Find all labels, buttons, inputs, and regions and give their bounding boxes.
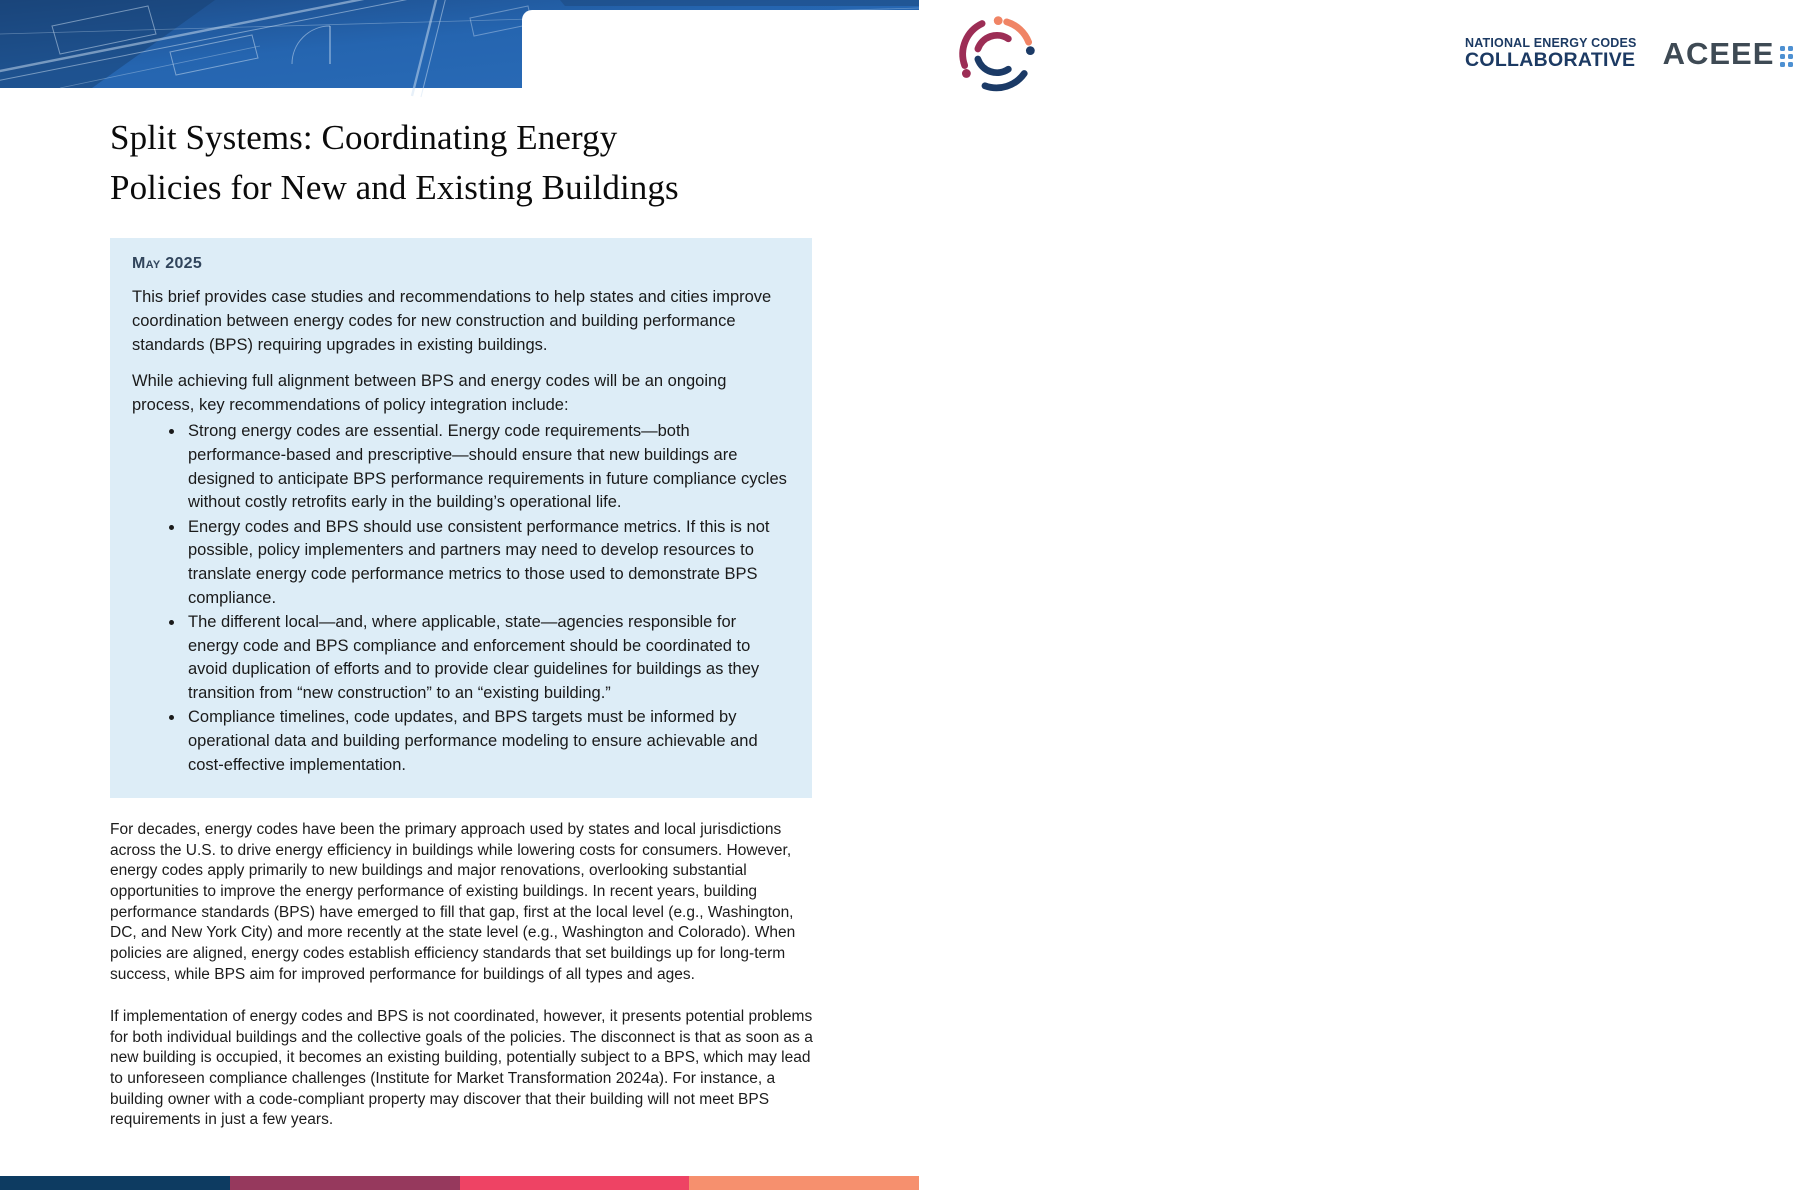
footer-bar-segment-pink [460,1176,690,1190]
publication-date: May 2025 [132,255,203,273]
recommendation-item: • Compliance timelines, code updates, and BPS targets must be informed by operational data and building performance modeling to ensure achievable and cost-effective implementation. [185,706,788,777]
aceee-dots-icon [1780,46,1793,67]
aceee-logo [1663,36,1793,72]
necc-logo-line2: COLLABORATIVE [1465,49,1636,72]
footer-bar-segment-maroon [230,1176,460,1190]
header-banner [0,0,1775,88]
body-text [110,820,812,1131]
footer-bar-segment-navy [0,1176,230,1190]
necc-logo-line1: NATIONAL ENERGY CODES [1465,36,1637,51]
page-title [110,113,812,212]
summary-callout-box [110,238,812,798]
document-content [0,88,919,1131]
necc-logo-text [1465,37,1637,71]
body-paragraph-2: If implementation of energy codes and BPS is not coordinated, however, it presents potential problems for both individual buildings and the collective goals of the policies. The disconnect is that as soon as a new building is occupied, it becomes an existing building, potentially subject to a BPS, which may lead to unforeseen compliance challenges (Institute for Market Transformation 2024a). For instance, a building owner with a code-compliant property may discover that their building will not meet BPS requirements in just a few years. [110,1008,813,1129]
callout-paragraph-1: This brief provides case studies and recommendations to help states and cities improve coordination between energy codes for new construction and building performance standards (BPS) requiring upgrades in existing buildings. [132,288,772,354]
callout-paragraph-2: While achieving full alignment between BPS and energy codes will be an ongoing process, key recommendations of policy integration include: [132,372,727,414]
recommendation-item: • Energy codes and BPS should use consistent performance metrics. If this is not possible, policy implementers and partners may need to develop resources to translate energy code performance metrics to those used to demonstrate BPS compliance. [185,516,788,610]
logo-panel [522,10,1775,98]
recommendation-item: • The different local—and, where applicable, state—agencies responsible for energy code and BPS compliance and enforcement should be coordinated to avoid duplication of efforts and to provide clear guidelines for buildings as they transition from “new construction” to an “existing building.” [185,611,788,705]
aceee-wordmark: ACEEE [1662,36,1775,71]
recommendation-item: • Strong energy codes are essential. Energy code requirements—both performance-based and prescriptive—should ensure that new buildings are designed to anticipate BPS performance requirements in future compliance cycles without costly retrofits early in the building’s operational life. [185,420,788,514]
page-title-line2: Policies for New and Existing Buildings [110,167,679,207]
footer-color-bar [0,1176,919,1190]
necc-logo-icon [537,10,1456,98]
body-paragraph-1: For decades, energy codes have been the primary approach used by states and local jurisdictions across the U.S. to drive energy efficiency in buildings while lowering costs for consumers. However, energy codes apply primarily to new buildings and major renovations, overlooking substantial opportunities to improve the energy performance of existing buildings. In recent years, building performance standards (BPS) have emerged to fill that gap, first at the local level (e.g., Washington, DC, and New York City) and more recently at the state level (e.g., Washington and Colorado). When policies are aligned, energy codes establish efficiency standards that set buildings up for long-term success, while BPS aim for improved performance for buildings of all types and ages. [110,821,796,983]
footer-bar-segment-salmon [689,1176,919,1190]
recommendations-list [132,420,788,777]
page-title-line1: Split Systems: Coordinating Energy [110,118,618,157]
